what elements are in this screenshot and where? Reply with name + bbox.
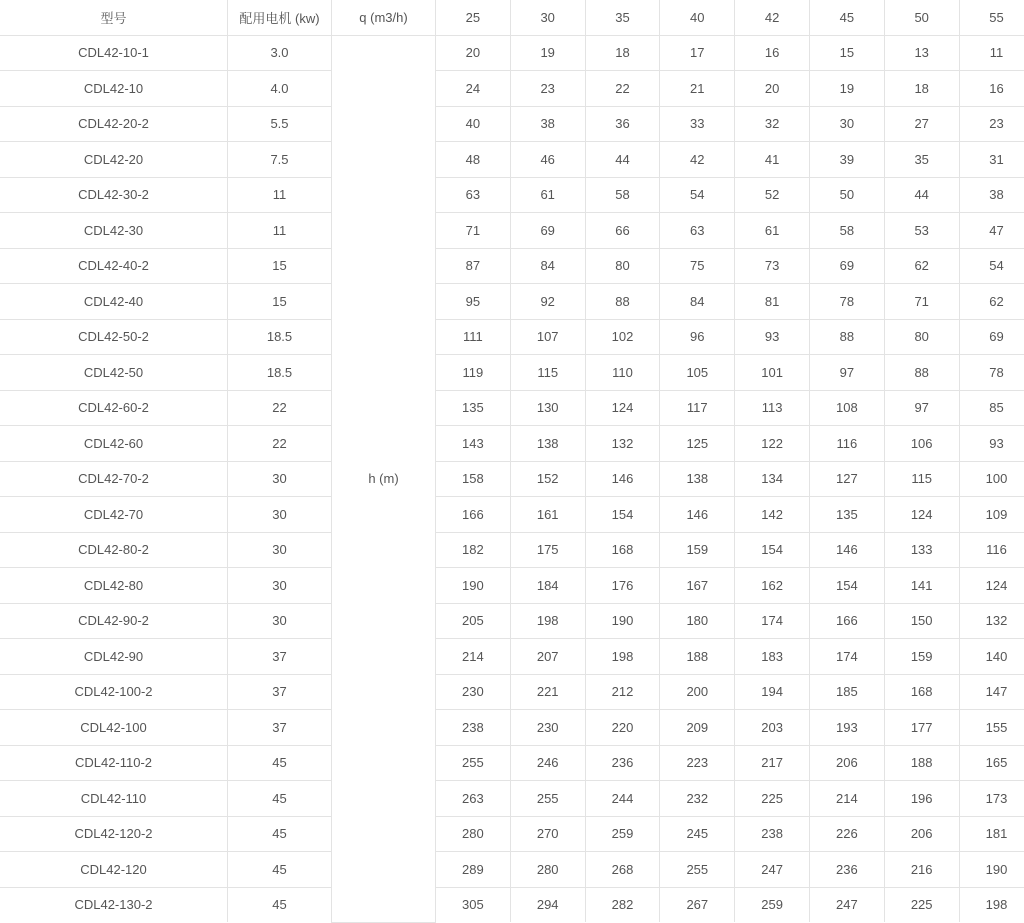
cell-model: CDL42-90-2 [0,603,228,639]
cell-model: CDL42-110-2 [0,745,228,781]
cell-head-value: 38 [510,106,585,142]
cell-power: 30 [228,568,332,604]
cell-head-value: 174 [735,603,810,639]
cell-head-value: 255 [510,781,585,817]
cell-head-value: 40 [436,106,511,142]
cell-head-value: 221 [510,674,585,710]
cell-head-value: 135 [809,497,884,533]
header-model: 型号 [0,0,228,35]
table-row [0,639,1024,675]
cell-model: CDL42-10 [0,71,228,107]
cell-head-value: 15 [809,35,884,71]
cell-head-value: 166 [436,497,511,533]
cell-head-value: 19 [809,71,884,107]
cell-head-value: 108 [809,390,884,426]
cell-head-value: 140 [959,639,1024,675]
cell-head-value: 146 [585,461,660,497]
cell-head-value: 135 [436,390,511,426]
table-row [0,852,1024,888]
cell-power: 45 [228,887,332,922]
cell-head-value: 132 [959,603,1024,639]
header-flow-value: 50 [884,0,959,35]
cell-head-value: 159 [660,532,735,568]
cell-head-value: 154 [809,568,884,604]
table-row [0,142,1024,178]
cell-head-value: 97 [884,390,959,426]
header-flow-value: 42 [735,0,810,35]
cell-head-value: 115 [884,461,959,497]
cell-head-value: 63 [436,177,511,213]
cell-model: CDL42-50-2 [0,319,228,355]
cell-head-value: 84 [660,284,735,320]
table-row [0,745,1024,781]
cell-head-value: 19 [510,35,585,71]
cell-head-value: 102 [585,319,660,355]
cell-head-value: 95 [436,284,511,320]
cell-head-value: 282 [585,887,660,922]
cell-head-value: 190 [436,568,511,604]
cell-head-value: 125 [660,426,735,462]
cell-power: 22 [228,390,332,426]
cell-model: CDL42-60 [0,426,228,462]
cell-head-value: 124 [585,390,660,426]
cell-head-value: 267 [660,887,735,922]
cell-head-value: 111 [436,319,511,355]
cell-head-value: 152 [510,461,585,497]
cell-head-value: 58 [585,177,660,213]
cell-head-value: 188 [660,639,735,675]
cell-head-value: 294 [510,887,585,922]
cell-head-value: 18 [884,71,959,107]
cell-head-value: 154 [735,532,810,568]
cell-head-value: 107 [510,319,585,355]
cell-head-value: 54 [959,248,1024,284]
cell-head-value: 69 [809,248,884,284]
cell-head-value: 24 [436,71,511,107]
cell-head-value: 41 [735,142,810,178]
cell-head-value: 61 [735,213,810,249]
header-flow-value: 30 [510,0,585,35]
cell-head-value: 42 [660,142,735,178]
header-flow-value: 40 [660,0,735,35]
cell-head-value: 165 [959,745,1024,781]
cell-head-value: 58 [809,213,884,249]
cell-head-value: 85 [959,390,1024,426]
cell-head-value: 63 [660,213,735,249]
cell-head-value: 11 [959,35,1024,71]
cell-head-value: 206 [884,816,959,852]
cell-head-value: 20 [735,71,810,107]
cell-head-value: 110 [585,355,660,391]
cell-power: 15 [228,284,332,320]
cell-head-value: 124 [959,568,1024,604]
cell-head-value: 166 [809,603,884,639]
cell-head-value: 183 [735,639,810,675]
cell-head-value: 31 [959,142,1024,178]
cell-head-value: 154 [585,497,660,533]
cell-head-value: 115 [510,355,585,391]
table-row [0,603,1024,639]
cell-head-value: 16 [735,35,810,71]
cell-head-value: 62 [884,248,959,284]
cell-head-value: 289 [436,852,511,888]
cell-head-value: 36 [585,106,660,142]
cell-head-value: 117 [660,390,735,426]
cell-head-value: 247 [735,852,810,888]
cell-head-value: 162 [735,568,810,604]
cell-head-value: 53 [884,213,959,249]
cell-head-value: 150 [884,603,959,639]
cell-head-value: 106 [884,426,959,462]
cell-head-value: 181 [959,816,1024,852]
cell-head-value: 147 [959,674,1024,710]
cell-head-value: 116 [959,532,1024,568]
cell-head-value: 236 [585,745,660,781]
table-row [0,319,1024,355]
header-power: 配用电机 (kw) [228,0,332,35]
cell-head-value: 13 [884,35,959,71]
table-row [0,355,1024,391]
cell-model: CDL42-110 [0,781,228,817]
cell-head-value: 268 [585,852,660,888]
cell-head-value: 87 [436,248,511,284]
cell-head-value: 138 [510,426,585,462]
cell-head-value: 44 [884,177,959,213]
cell-model: CDL42-60-2 [0,390,228,426]
cell-power: 37 [228,639,332,675]
cell-head-value: 246 [510,745,585,781]
cell-model: CDL42-30-2 [0,177,228,213]
cell-head-value: 17 [660,35,735,71]
cell-head-value: 214 [436,639,511,675]
cell-head-value: 200 [660,674,735,710]
table-row [0,284,1024,320]
cell-power: 37 [228,674,332,710]
cell-head-value: 71 [884,284,959,320]
cell-model: CDL42-20 [0,142,228,178]
cell-power: 30 [228,532,332,568]
table-row [0,213,1024,249]
cell-head-value: 196 [884,781,959,817]
cell-head-value: 230 [436,674,511,710]
table-row [0,461,1024,497]
cell-head-value: 244 [585,781,660,817]
cell-head-value: 255 [436,745,511,781]
cell-power: 11 [228,177,332,213]
cell-head-value: 190 [959,852,1024,888]
cell-head-value: 50 [809,177,884,213]
cell-model: CDL42-120 [0,852,228,888]
table-row [0,177,1024,213]
cell-head-value: 88 [585,284,660,320]
cell-power: 15 [228,248,332,284]
cell-head-value: 155 [959,710,1024,746]
cell-head-value: 270 [510,816,585,852]
cell-model: CDL42-70-2 [0,461,228,497]
cell-head-value: 198 [959,887,1024,922]
cell-head-value: 93 [735,319,810,355]
cell-head-value: 238 [735,816,810,852]
cell-head-value: 92 [510,284,585,320]
cell-power: 18.5 [228,355,332,391]
cell-head-value: 245 [660,816,735,852]
cell-head-value: 35 [884,142,959,178]
cell-head-value: 133 [884,532,959,568]
cell-head-value: 122 [735,426,810,462]
cell-head-value: 259 [735,887,810,922]
cell-head-value: 75 [660,248,735,284]
table-row [0,781,1024,817]
cell-head-label: h (m) [332,35,436,922]
cell-model: CDL42-90 [0,639,228,675]
cell-head-value: 22 [585,71,660,107]
cell-head-value: 146 [809,532,884,568]
table-row [0,426,1024,462]
cell-head-value: 230 [510,710,585,746]
table-row [0,568,1024,604]
cell-head-value: 193 [809,710,884,746]
cell-head-value: 16 [959,71,1024,107]
cell-power: 4.0 [228,71,332,107]
header-flow-value: 55 [959,0,1024,35]
cell-power: 18.5 [228,319,332,355]
cell-head-value: 33 [660,106,735,142]
cell-power: 37 [228,710,332,746]
table-row [0,674,1024,710]
cell-head-value: 263 [436,781,511,817]
cell-model: CDL42-100-2 [0,674,228,710]
cell-head-value: 168 [884,674,959,710]
cell-model: CDL42-80-2 [0,532,228,568]
cell-head-value: 52 [735,177,810,213]
header-flow-value: 35 [585,0,660,35]
cell-head-value: 175 [510,532,585,568]
cell-head-value: 81 [735,284,810,320]
cell-head-value: 168 [585,532,660,568]
cell-head-value: 27 [884,106,959,142]
cell-head-value: 124 [884,497,959,533]
cell-head-value: 280 [510,852,585,888]
cell-head-value: 62 [959,284,1024,320]
cell-head-value: 143 [436,426,511,462]
cell-head-value: 217 [735,745,810,781]
cell-head-value: 23 [959,106,1024,142]
cell-power: 45 [228,781,332,817]
table-row [0,710,1024,746]
cell-head-value: 130 [510,390,585,426]
cell-head-value: 159 [884,639,959,675]
cell-head-value: 212 [585,674,660,710]
cell-head-value: 93 [959,426,1024,462]
cell-head-value: 280 [436,816,511,852]
cell-head-value: 32 [735,106,810,142]
cell-model: CDL42-130-2 [0,887,228,922]
cell-head-value: 134 [735,461,810,497]
cell-head-value: 84 [510,248,585,284]
cell-head-value: 182 [436,532,511,568]
cell-head-value: 206 [809,745,884,781]
cell-head-value: 47 [959,213,1024,249]
cell-head-value: 188 [884,745,959,781]
cell-head-value: 18 [585,35,660,71]
cell-head-value: 44 [585,142,660,178]
cell-model: CDL42-80 [0,568,228,604]
cell-head-value: 23 [510,71,585,107]
cell-head-value: 146 [660,497,735,533]
cell-head-value: 61 [510,177,585,213]
cell-head-value: 176 [585,568,660,604]
table-row [0,35,1024,71]
cell-head-value: 247 [809,887,884,922]
cell-head-value: 80 [884,319,959,355]
cell-head-value: 226 [809,816,884,852]
cell-head-value: 78 [809,284,884,320]
table-row [0,71,1024,107]
table-row [0,532,1024,568]
cell-head-value: 220 [585,710,660,746]
cell-head-value: 69 [959,319,1024,355]
cell-head-value: 214 [809,781,884,817]
cell-head-value: 180 [660,603,735,639]
cell-head-value: 127 [809,461,884,497]
table-row [0,887,1024,922]
cell-head-value: 69 [510,213,585,249]
cell-head-value: 109 [959,497,1024,533]
cell-model: CDL42-120-2 [0,816,228,852]
header-flow-value: 25 [436,0,511,35]
table-row [0,497,1024,533]
cell-power: 22 [228,426,332,462]
cell-head-value: 116 [809,426,884,462]
cell-head-value: 48 [436,142,511,178]
cell-head-value: 71 [436,213,511,249]
cell-head-value: 142 [735,497,810,533]
cell-head-value: 216 [884,852,959,888]
cell-head-value: 119 [436,355,511,391]
cell-head-value: 88 [809,319,884,355]
cell-head-value: 167 [660,568,735,604]
cell-head-value: 46 [510,142,585,178]
cell-head-value: 236 [809,852,884,888]
cell-power: 11 [228,213,332,249]
cell-head-value: 225 [884,887,959,922]
cell-head-value: 88 [884,355,959,391]
cell-head-value: 138 [660,461,735,497]
cell-head-value: 232 [660,781,735,817]
header-flow-value: 45 [809,0,884,35]
cell-power: 3.0 [228,35,332,71]
cell-head-value: 132 [585,426,660,462]
cell-head-value: 203 [735,710,810,746]
cell-head-value: 39 [809,142,884,178]
cell-head-value: 185 [809,674,884,710]
cell-head-value: 78 [959,355,1024,391]
cell-head-value: 113 [735,390,810,426]
cell-head-value: 223 [660,745,735,781]
cell-head-value: 173 [959,781,1024,817]
cell-head-value: 20 [436,35,511,71]
cell-power: 45 [228,745,332,781]
cell-head-value: 158 [436,461,511,497]
cell-head-value: 38 [959,177,1024,213]
cell-head-value: 96 [660,319,735,355]
cell-head-value: 205 [436,603,511,639]
cell-power: 45 [228,816,332,852]
cell-head-value: 255 [660,852,735,888]
cell-model: CDL42-70 [0,497,228,533]
cell-power: 7.5 [228,142,332,178]
cell-head-value: 66 [585,213,660,249]
cell-head-value: 305 [436,887,511,922]
cell-head-value: 238 [436,710,511,746]
cell-head-value: 54 [660,177,735,213]
cell-head-value: 209 [660,710,735,746]
cell-head-value: 225 [735,781,810,817]
cell-model: CDL42-50 [0,355,228,391]
cell-head-value: 161 [510,497,585,533]
cell-model: CDL42-20-2 [0,106,228,142]
cell-head-value: 30 [809,106,884,142]
cell-head-value: 207 [510,639,585,675]
cell-head-value: 190 [585,603,660,639]
cell-head-value: 101 [735,355,810,391]
table-row [0,390,1024,426]
table-row [0,106,1024,142]
cell-head-value: 141 [884,568,959,604]
cell-head-value: 21 [660,71,735,107]
cell-power: 5.5 [228,106,332,142]
cell-model: CDL42-10-1 [0,35,228,71]
table-header-row [0,0,1024,35]
cell-head-value: 80 [585,248,660,284]
cell-head-value: 73 [735,248,810,284]
cell-head-value: 100 [959,461,1024,497]
cell-model: CDL42-100 [0,710,228,746]
table-row [0,248,1024,284]
cell-head-value: 174 [809,639,884,675]
cell-power: 30 [228,497,332,533]
cell-model: CDL42-40 [0,284,228,320]
cell-head-value: 198 [510,603,585,639]
cell-head-value: 259 [585,816,660,852]
cell-head-value: 105 [660,355,735,391]
cell-head-value: 194 [735,674,810,710]
cell-power: 30 [228,461,332,497]
cell-model: CDL42-40-2 [0,248,228,284]
cell-head-value: 177 [884,710,959,746]
cell-head-value: 198 [585,639,660,675]
cell-head-value: 184 [510,568,585,604]
header-flow-label: q (m3/h) [332,0,436,35]
cell-power: 30 [228,603,332,639]
cell-power: 45 [228,852,332,888]
cell-model: CDL42-30 [0,213,228,249]
cell-head-value: 97 [809,355,884,391]
table-row [0,816,1024,852]
